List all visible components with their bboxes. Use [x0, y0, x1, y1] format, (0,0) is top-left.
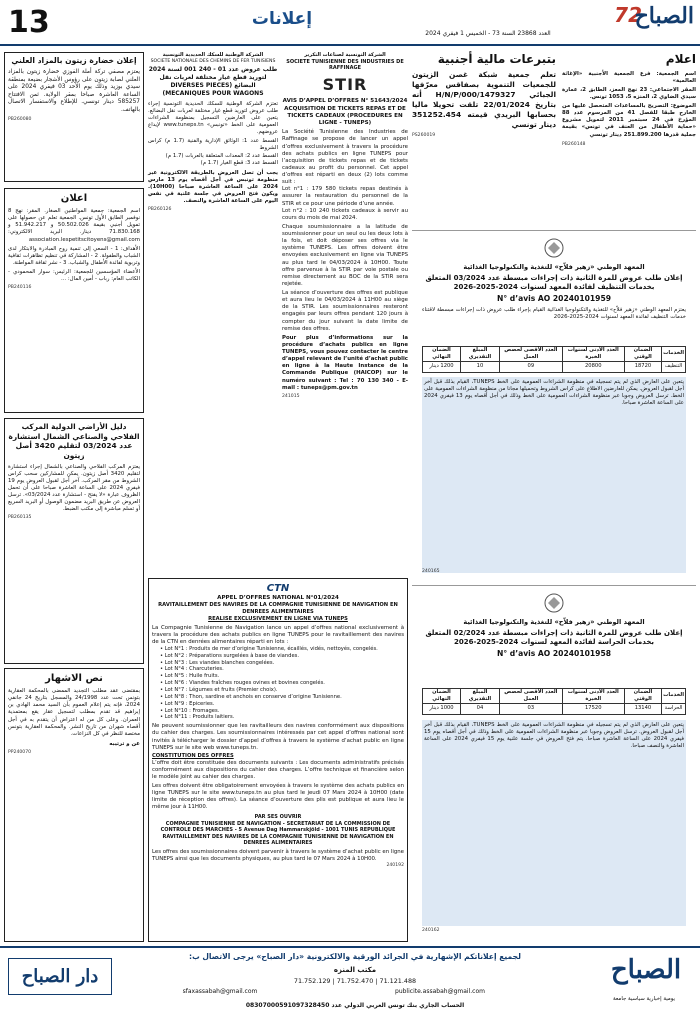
table-cell: 1200 دينار — [423, 361, 461, 372]
assoc-ref: PB240116 — [8, 285, 32, 291]
header-rule — [0, 44, 700, 46]
ad-text-1: اسم الجمعية: فرع الجمعية الأجنبية «الإغاثة العالمية» — [562, 70, 696, 84]
ad-stir — [282, 52, 408, 574]
notice-title: نص الاشهار — [45, 673, 103, 684]
section-title: إعلانات — [251, 9, 313, 29]
pruning-body: يعتزم المركب الفلاحي والصناعي بالشمال إجراء استشارة لتقليم 3420 أصل زيتون. يمكن للمشاركين سحب كراس الشروط من مقر المركب. آخر أجل لقبول العروض يوم 19 فيفري 2024 على الساعة العاشرة صباحا على أن تحمل الظروف عبارة «لا يفتح - استشارة عدد 03/2024». ترسل العروض عن طريق البريد مضمون الوصول أو البريد السريع أو تسلم مباشرة إلى مكتب الضبط. — [8, 463, 140, 513]
ctn-lot-item: • Lot N°9 : Epiceries. — [160, 700, 215, 707]
sncft-body-2: يجب أن تصل العروض بالطريقة الالكترونية عبر منظومة تونبس في أجل أقصاه يوم 13 مارس 2024 على الساعة العاشرة صباحا (10H00). ويكون فتح العروض في جلسة علنية في نفس اليوم على الساعة العاشرة والنصف. — [148, 169, 279, 205]
tender-intro: يعتزم المعهد الوطني «زهير فلاّح» للتغذية والتكنولوجيا الغذائية القيام بإجراء طلب عروض ذات إجراءات مبسطة لاقتناء خدمات التنظيف لفائدة المعهد لسنوات 2024-2025-2026 — [422, 306, 686, 320]
ad-title: بتبرعات مالية أجنبية — [437, 52, 556, 66]
ctn-subtitle: RAVITAILLEMENT DES NAVIRES DE LA COMPAGNIE TUNISIENNE DE NAVIGATION EN DENREES ALIMENTAIRES — [158, 602, 398, 616]
ad-sncft — [148, 52, 278, 382]
auction-ref: PB260080 — [8, 116, 32, 122]
ad-association — [4, 188, 144, 413]
tender-table — [422, 346, 686, 373]
ad-text-3: الموضوع: التصريح بالمساعدات المتحصل عليها من الخارج طبقا للفصل 41 من المرسوم عدد 88 المؤرخ في 24 سبتمبر 2011 لتمويل مشروع «حماية الأطفال من العنف في تونس» بقيمة جملية قدرها 251.899.200 دينار تونسي — [562, 103, 697, 138]
table-header: الضمان النهائي — [423, 689, 461, 704]
table-cell: التنظيف — [662, 361, 686, 372]
sncft-item-2: القسط عدد 2: المعدات المتعلقة بالعربات (1.7 م) — [165, 152, 278, 159]
ctn-lot-item: • Lot N°6 : Viandes fraîches rouges ovines et bovines congelés. — [160, 680, 325, 687]
page-number: 13 — [8, 5, 50, 40]
ad-label: اعلام — [665, 52, 696, 66]
pruning-title: دليل الأراضي الدولية المركب الفلاحي والصناعي الشمال استشارة عدد 03/2024 لتقليم 3420 أصل زيتون — [8, 422, 140, 460]
footer-email-2: sfaxassabah@gmail.com — [182, 988, 258, 995]
ctn-body-4: Les offres des soumissionnaires doivent parvenir à travers le système d’achat public en ligne TUNEPS ainsi que les documents physiques, au plus tard le 07 Mars 2024 à 10H00. — [152, 848, 404, 863]
stir-org-fr: SOCIETE TUNISIENNE DES INDUSTRIES DE RAFFINAGE — [286, 58, 404, 71]
footer-title: لجميع إعلاناتكم الإشهارية في الجرائد الورقية والالكترونية «دار الصباح» يرجى الاتصال ب: — [189, 952, 521, 961]
ctn-footer-1: PAR SES OUVRIR — [254, 814, 302, 821]
issue-line: العدد 23868 السنة 73 - الخميس 1 فيفري 2024 — [425, 30, 551, 37]
assoc-body: اسم الجمعية: جمعية المواطنين الصغار. المقر: نهج 8 نوفمبر الطابق الأول تونس. الجمعية تعلم عن حصولها على تمويل أجنبي بقيمة 50.502.026 و 51.942.217 و 71.830.168 دينار. البريد الالكتروني: association.lespetitscitoyens@gmail.com — [8, 208, 141, 243]
tender-ref: 240165 — [422, 569, 440, 574]
ctn-subtitle-2: REALISE EXCLUSIVEMENT EN LIGNE VIA TUNEPS — [208, 615, 348, 622]
table-header: الخدمات — [662, 347, 686, 362]
table-cell: 17520 — [562, 703, 624, 714]
table-header: العدد الأدنى لسنوات الخبرة — [562, 347, 624, 362]
ctn-lot-item: • Lot N°2 : Préparations surgelées à base de viandes. — [160, 652, 299, 659]
emblem-icon — [537, 237, 571, 259]
ad-ref-2: PS260019 — [412, 132, 436, 138]
table-header: الضمان النهائي — [423, 347, 461, 362]
ctn-lot-item: • Lot N°8 : Thon, sardine et anchois en conserve d’origine Tunisienne. — [160, 693, 342, 700]
table-header: العدد الأقصى لحصص العمل — [499, 347, 562, 362]
stir-logo: STIR — [322, 74, 368, 94]
ctn-footer-3: RAVITAILLEMENT DES NAVIRES DE LA COMPAGNIE TUNISIENNE DE NAVIGATION EN DENREES ALIMENTAIRES — [162, 833, 394, 847]
ctn-footer-2: COMPAGNIE TUNISIENNE DE NAVIGATION - SECRETARIAT DE LA COMMISSION DE CONTROLE DES MARCHES - 5 Avenue Dag Hammarskjöld - 1001 TUNIS REPUBLIQUE — [160, 820, 396, 834]
stir-ref: 241015 — [282, 393, 300, 399]
ctn-body: Ne peuvent soumissionner que les ravitailleurs des navires conformément aux dispositions du cahier des charges. Les soumissionnaires intéressés par cet appel d’offres national sont invités à télécharger le dossier d’appel d’offres à travers le système d’achat public en ligne TUNEPS sur le site web www.tuneps.tn. — [152, 723, 404, 751]
stir-lot-1: Lot n°1 : 179 580 tickets repas destinés à assurer la restauration du personnel de la STIR et ce pour une période d’une année. — [282, 186, 408, 207]
sncft-ref: PB260126 — [148, 207, 172, 213]
sncft-org-fr: SOCIETE NATIONALE DES CHEMINS DE FER TUNISIENS — [150, 58, 276, 64]
table-cell: 09 — [499, 361, 562, 372]
table-header: المبلغ التقديري — [460, 347, 499, 362]
footer-tagline: يومية إخبارية سياسية جامعة — [612, 996, 676, 1002]
ctn-lot-item: • Lot N°4 : Charcuteries. — [160, 666, 224, 673]
ad-olive-auction — [4, 52, 144, 182]
stir-lot-2: Lot n°2 : 10 240 tickets cadeaux à servir au cours du mois de mai 2024. — [282, 207, 408, 221]
ctn-ref: 240192 — [386, 863, 404, 869]
logo-number: 72 — [614, 3, 642, 27]
sncft-title: طلب عروض عدد 01 - 240 001 لسنة 2024 لتوريد قطع غيار مختلفة لعربات نقل البضائع (DIVERSES PIECES MECANIQUES POUR WAGONS) — [148, 66, 278, 97]
tender-ref: 240162 — [422, 928, 440, 933]
footer-email-1: publicite.assabah@gmail.com — [395, 988, 485, 995]
tender-body: يتعين على العارض الذي لم يتم تسجيله في منظومة الشراءات العمومية على الخط TUNEPS، القيام بذلك قبل آخر أجل لقبول العروض. يمكن للعارضين الاطلاع على كراس الشروط وتحميلها مجانا من منظومة الشراءات العمومية على الخط. ترسل العروض وجوبا عبر منظومة الشراءات العمومية على الخط وذلك في أجل أقصاه يوم 13 فيفري 2024 على الساعة العاشرة صباحا. — [422, 377, 686, 573]
table-cell: 03 — [499, 703, 562, 714]
stir-org-ar: الشركة التونسية لصناعات التكرير — [304, 52, 386, 58]
ad-tender-security — [412, 585, 696, 940]
footer-bank: الحساب الجاري بنك تونس العربي الدولي عدد 08307000591097328450 — [245, 1002, 465, 1009]
logo-text: الصباح — [634, 3, 694, 29]
tender-title: إعلان طلب عروض للمرة الثانية ذات إجراءات مبسطة عدد 03/2024 المتعلق بخدمات التنظيف لفائدة المعهد لسنوات 2024-2025-2026 — [425, 273, 683, 291]
tender-table — [422, 688, 686, 715]
assoc-title: اعلان — [60, 193, 88, 204]
assoc-body-2: الأهداف: 1 - السعي إلى تنمية روح المبادرة والابتكار لدى الشباب والطفولة. 2 - المشاركة في تنظيم تظاهرات ثقافية وتربوية لفائدة الأطفال والشباب. 3 - نشر ثقافة المواطنة. — [8, 245, 140, 266]
table-cell: 18720 — [624, 361, 661, 372]
ad-ref: PB260148 — [562, 141, 586, 147]
table-cell: الحراسة — [662, 703, 686, 714]
ctn-lots — [152, 646, 404, 721]
auction-body: يعتزم مصفي تركة أملة الفوزي خضارة زيتون بالمزاد العلني لصابة زيتون على رؤوس الأشجار بضيعة بمنطقة سيدي بوزيد وذلك يوم الأحد 03 فيفري 2024 على الساعة العاشرة صباحا بمقر الولاية. ثمن الافتتاح 585257 دينار تونسي. للإطلاع والاستفسار الاتصال بالهاتف. — [8, 68, 140, 114]
notice-body: بمقتضى عقد مطلب التجديد الممضى بالمحكمة العقارية بتونس تحت عدد 24/1998 والمسجل بتاريخ 24 جانفي 2024، فإنه يتم إعلام العموم بأن السيد محمد الهادي بن إبراهيم قد تقدم بمطلب لتسجيل عقار يقع بمعتمدية العمران. وعلى كل من له اعتراض أن يتقدم به في أجل أقصاه شهران من تاريخ النشر. والمحكمة العقارية بتونس مختصة للنظر في كل النزاعات. — [8, 688, 140, 737]
tender-body: يتعين على العارض الذي لم يتم تسجيله في منظومة الشراءات العمومية على الخط TUNEPS، القيام بذلك قبل آخر أجل لقبول العروض. ترسل العروض وجوبا عبر منظومة الشراءات العمومية على الخط وذلك في أجل أقصاه يوم 15 فيفري 2024 على الساعة العاشرة صباحا. يتم فتح العروض في جلسة علنية يوم 15 فيفري 2024 على الساعة العاشرة والنصف صباحا. — [422, 720, 686, 926]
masthead-logo — [600, 2, 696, 42]
stir-title: AVIS D’APPEL D’OFFRES N° 51643/2024 ACQUISITION DE TICKETS REPAS ET DE TICKETS CADEAUX (PROCEDURES EN LIGNE - TUNEPS) — [282, 98, 408, 127]
ctn-title: APPEL D’OFFRES NATIONAL N°01/2024 — [217, 595, 339, 601]
ctn-constitution: CONSTITUTION DES OFFRES — [152, 752, 234, 759]
assoc-body-3: الأعضاء المؤسسين للجمعية: الرئيس: سوار المحمودي - الكاتب العام: رباب - أمين المال: ... — [8, 269, 140, 283]
stir-body-1: La Société Tunisienne des Industries de Raffinage se propose de lancer un appel d’offres exclusivement à travers la procédure des achats publics en ligne TUNEPS pour l’acquisition de tickets repas et de tickets cadeaux au profit du personnel. Cet appel d’offres est réparti en deux (2) lots comme suit : — [282, 129, 408, 186]
table-cell: 10 — [460, 361, 499, 372]
institute-name: المعهد الوطني «زهير فلاّح» للتغذية والتكنولوجيا الغذائية — [463, 618, 645, 626]
ctn-lot-item: • Lot N°1 : Produits de mer d’origine Tunisienne, écaillés, vidés, nettoyés, congelés. — [160, 645, 378, 652]
notice-ref: PP240070 — [8, 749, 32, 755]
table-cell: 20800 — [562, 361, 624, 372]
ad-ctn — [148, 578, 408, 942]
table-header: العدد الأقصى لحصص العمل — [499, 689, 562, 704]
auction-title: إعلان خضارة زيتون بالمزاد العلني — [11, 56, 137, 65]
tender-ao: N° d’avis AO 20240101958 — [496, 648, 612, 658]
table-header: الخدمات — [662, 689, 686, 704]
ad-text-2: المقر الاجتماعي: 23 نهج المعز، الطابق 2، عمارة سيدي الضاوي 2، المنزه 5، 1053 تونس. — [562, 86, 696, 100]
footer-brand-2: دار الصباح — [8, 958, 112, 995]
ad-tender-cleaning — [412, 230, 696, 580]
table-cell: 04 — [460, 703, 499, 714]
ctn-body-2: L’offre doit être constituée des documents suivants : Les documents administratifs précisés conformément aux dispositions du cahier des charges. L’offre technique et financière selon le modèle joint au cahier des charges. — [152, 759, 404, 780]
sncft-item-3: القسط عدد 3: قطع الغيار (1.7 م) — [200, 159, 278, 166]
sncft-org-ar: الشركة الوطنية للسكك الحديدية التونسية — [162, 52, 264, 58]
stir-contact: Pour plus d’informations sur la procédure d’achats publics en ligne TUNEPS, vous pouvez contacter le centre d’appel relevant de l’unité d’achat public en ligne à la Haute Instance de la Commande Publique (HAICOP) sur le numéro suivant : Tel : 70 130 340 - E-mail : tuneps@pm.gov.tn — [282, 334, 408, 391]
ctn-body-3: Les offres doivent être obligatoirement envoyées à travers le système des achats publics en ligne TUNEPS sur le site www.tuneps.tn au plus tard le jeudi 07 Mars 2024 à 10H00 (date limite de réception des offres). La séance d’ouverture des plis est publique et aura lieu le même jour à 11H00. — [152, 782, 404, 811]
ctn-intro: La Compagnie Tunisienne de Navigation lance un appel d’offres national exclusivement à travers la procédure des achats publics en ligne TUNEPS pour le ravitaillement des navires de la CTN en denrées alimentaires réparti en lots : — [152, 624, 404, 645]
ctn-lot-item: • Lot N°3 : Les viandes blanches congelées. — [160, 659, 275, 666]
institute-name: المعهد الوطني «زهير فلاّح» للتغذية والتكنولوجيا الغذائية — [463, 263, 645, 271]
ctn-logo: CTN — [266, 583, 290, 594]
footer-office: مكتب المنزه — [333, 966, 377, 974]
table-cell: 1000 دينار — [423, 703, 461, 714]
table-header: الضمان الوقتي — [624, 689, 661, 704]
emblem-icon — [537, 592, 571, 614]
ad-olive-pruning — [4, 418, 144, 664]
footer-phones: 71.752.129 | 71.752.470 | 71.121.488 — [293, 977, 417, 985]
sncft-body: تعتزم الشركة الوطنية للسكك الحديدية التونسية إجراء طلب عروض لتوريد قطع غيار مختلفة لعربات نقل البضائع. يتعين على العارضين التسجيل بمنظومة الشراءات العمومية على الخط «تونبس» www.tuneps.tn لإيداع عروضهم. — [148, 100, 278, 136]
notice-sign: عن و ترتيبه — [109, 740, 140, 747]
ctn-lot-item: • Lot N°10 : Fromages. — [160, 707, 220, 714]
page-header — [0, 0, 700, 46]
ctn-lot-item: • Lot N°11 : Produits laitiers. — [160, 714, 235, 721]
page-footer — [0, 946, 700, 1016]
stir-body-2: Chaque soumissionnaire a la latitude de soumissionner pour un seul ou les deux lots à la fois, et doit déposer ses offres via le système TUNEPS. Les offres doivent être envoyées exclusivement en ligne via TUNEPS au plus tard le 04/03/2024 à 10H00. Toute offre parvenue à la STIR par voie postale ou remise directement au BOC de la STIR sera rejetée. — [282, 223, 408, 287]
footer-logo: الصباح — [610, 955, 682, 985]
table-cell: 13140 — [624, 703, 661, 714]
sncft-item-1: القسط عدد 1: الوثائق الإدارية والفنية (1.7 م) كراس الشروط — [148, 138, 278, 152]
table-header: المبلغ التقديري — [460, 689, 499, 704]
ctn-lot-item: • Lot N°5 : Huile fruits. — [160, 673, 220, 680]
ad-foreign-donations — [412, 52, 696, 227]
ad-notice — [4, 668, 144, 942]
ad-text-4: تعلم جمعية شبكة غصن الزيتون للجمعيات التنموية بصفاقس معرّفها الجبائي 1479327/H/N/P/000 أنه بتاريخ 22/01/2024 تلقت تحويلا ماليا بحسابها البريدي قيمته 351252.454 دينار تونسي — [412, 70, 556, 129]
table-header: العدد الأدنى لسنوات الخبرة — [562, 689, 624, 704]
stir-body-3: La séance d’ouverture des offres est publique et aura lieu le 04/03/2024 à 11H00 au siège de la STIR. Les soumissionnaires resteront engagés par leurs offres pendant 120 jours à compter du jour suivant la date limite de remise des offres. — [282, 290, 408, 332]
tender-ao: N° d’avis AO 20240101959 — [496, 293, 612, 303]
ctn-lot-item: • Lot N°7 : Légumes et fruits (Premier choix). — [160, 687, 278, 694]
pruning-ref: PB260135 — [8, 515, 32, 521]
tender-title: إعلان طلب عروض للمرة الثانية ذات إجراءات مبسطة عدد 02/2024 المتعلق بخدمات الحراسة لفائدة المعهد لسنوات 2024-2025-2026 — [425, 628, 683, 646]
table-header: الضمان الوقتي — [624, 347, 661, 362]
